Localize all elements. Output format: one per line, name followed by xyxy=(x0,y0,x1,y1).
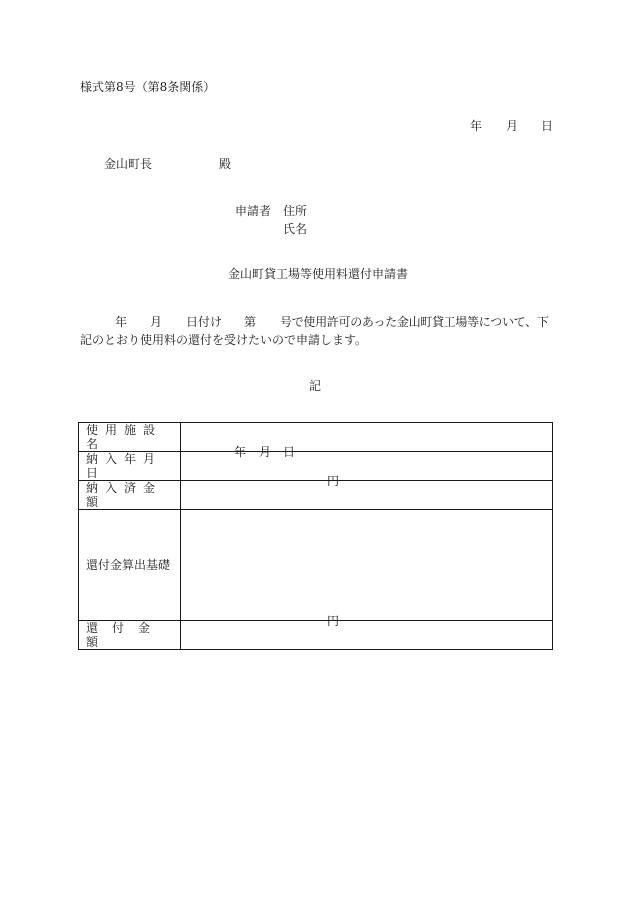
applicant-address-label: 住所 xyxy=(283,204,308,218)
form-number: 様式第8号（第8条関係） xyxy=(80,80,216,94)
basis-value-cell[interactable] xyxy=(181,510,553,621)
addressee-name: 金山町長 xyxy=(104,157,153,171)
addressee-honorific: 殿 xyxy=(219,157,232,171)
paid-amount-label: 納入済金額 xyxy=(86,481,163,509)
refund-table xyxy=(78,422,553,650)
body-month: 月 xyxy=(150,315,163,329)
payment-date-label-cell xyxy=(79,452,181,481)
body-line2: 記のとおり使用料の還付を受けたいので申請します。 xyxy=(80,333,368,347)
date-month: 月 xyxy=(506,119,519,133)
applicant-role: 申請者 xyxy=(235,204,272,218)
ki-heading: 記 xyxy=(309,379,322,393)
refund-amount-label-cell xyxy=(79,621,181,650)
paid-amount-value-cell[interactable] xyxy=(181,474,553,510)
facility-label: 使用施設名 xyxy=(86,423,163,451)
payment-date-label: 納入年月日 xyxy=(86,452,163,480)
basis-label: 還付金算出基礎 xyxy=(86,558,171,572)
table-row xyxy=(79,423,553,452)
facility-label-cell xyxy=(79,423,181,452)
table-row xyxy=(79,481,553,510)
table-row xyxy=(79,510,553,621)
body-year: 年 xyxy=(115,315,128,329)
body-line1-rest: 号で使用許可のあった金山町貸工場等について、下 xyxy=(280,315,549,329)
paid-amount-label-cell xyxy=(79,481,181,510)
refund-amount-label: 還付金額 xyxy=(86,621,165,649)
date-day: 日 xyxy=(541,119,554,133)
payment-date-month: 月 xyxy=(259,445,272,459)
table-row xyxy=(79,621,553,650)
body-dated: 日付け xyxy=(186,315,223,329)
date-year: 年 xyxy=(470,119,483,133)
body-dai: 第 xyxy=(244,315,257,329)
applicant-name-label: 氏名 xyxy=(283,222,308,236)
basis-label-cell xyxy=(79,510,181,621)
payment-date-year: 年 xyxy=(234,445,247,459)
payment-date-day: 日 xyxy=(283,445,296,459)
document-title: 金山町貸工場等使用料還付申請書 xyxy=(228,267,409,281)
refund-amount-unit: 円 xyxy=(327,614,340,628)
refund-amount-value-cell[interactable] xyxy=(181,614,553,650)
paid-amount-unit: 円 xyxy=(327,474,340,488)
payment-date-value-cell[interactable] xyxy=(181,445,553,481)
table-row xyxy=(79,452,553,481)
